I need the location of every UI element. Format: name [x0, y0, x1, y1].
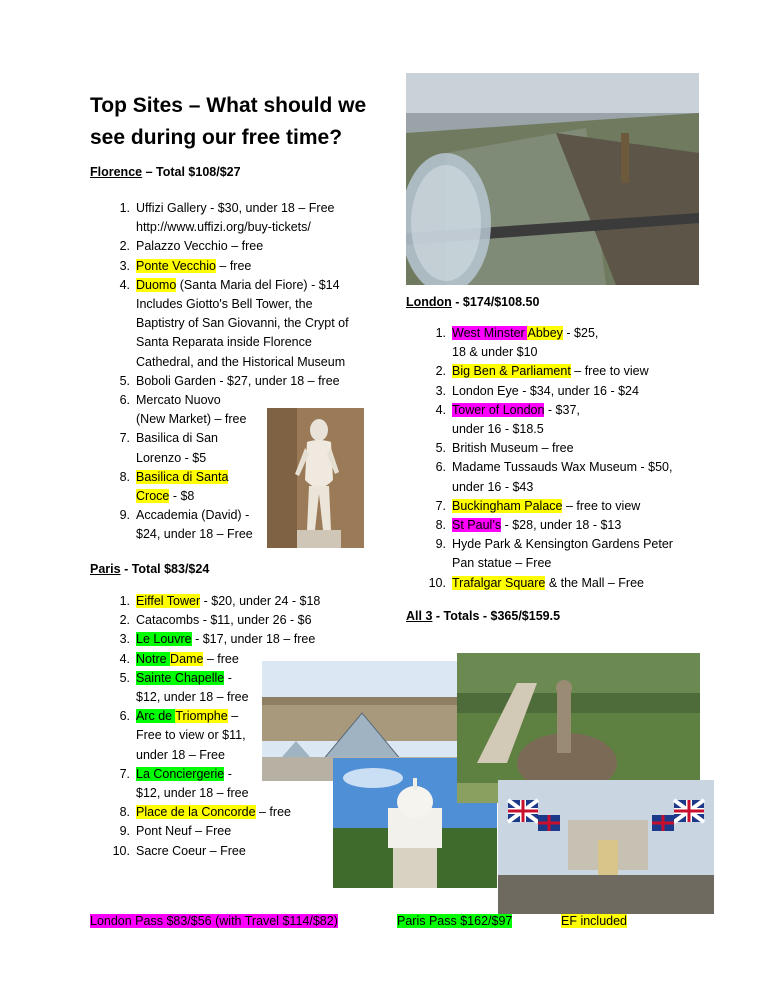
list-item: 5. Boboli Garden - $27, under 18 – free — [119, 373, 340, 388]
london-heading — [406, 295, 539, 309]
list-item: 9. Pont Neuf – Free — [119, 824, 232, 839]
highlight-magenta: St Paul’s — [452, 518, 502, 533]
list-item: 2. Palazzo Vecchio – free — [119, 239, 264, 254]
list-item: 4. Tower of London - $37, under 16 - $18.5 — [435, 402, 580, 437]
highlight-green: Arc de — [136, 709, 176, 724]
list-item: 9. Accademia (David) - $24, under 18 – Free — [119, 508, 253, 542]
highlight-magenta: Tower of London — [452, 402, 545, 417]
list-item: 4. Notre Dame – free — [119, 651, 239, 666]
highlight-yellow: Croce — [136, 489, 170, 504]
highlight-yellow: Abbey — [527, 326, 563, 340]
list-item: 3. London Eye - $34, under 16 - $24 — [435, 383, 639, 398]
list-item: 2. Big Ben & Parliament – free to view — [435, 364, 649, 379]
highlight-yellow: Place de la Concorde — [136, 805, 256, 820]
london-pass-note — [90, 914, 338, 928]
paris-pass-note — [397, 914, 512, 928]
highlight-yellow: Ponte Vecchio — [136, 258, 216, 273]
list-item: 5. Sainte Chapelle - $12, under 18 – free — [119, 670, 249, 705]
highlight-magenta: London Pass $83/$56 (with Travel $114/$82) — [90, 914, 338, 928]
paris-heading-total: - Total $83/$24 — [120, 562, 210, 576]
highlight-magenta: West Minster — [452, 326, 528, 340]
ef-included-note — [561, 914, 627, 928]
highlight-yellow: Big Ben & Parliament — [452, 364, 571, 379]
list-item: 7. Basilica di San Lorenzo - $5 — [119, 431, 218, 465]
highlight-yellow: Trafalgar Square — [452, 575, 546, 590]
list-item: 1. Eiffel Tower - $20, under 24 - $18 — [119, 594, 321, 608]
page-title: Top Sites – What should we see during our free time? — [90, 94, 367, 149]
all-totals-value: - Totals - $365/$159.5 — [432, 609, 561, 623]
list-item: 3. Le Louvre - $17, under 18 – free — [119, 632, 316, 647]
list-item: 8. St Paul’s - $28, under 18 - $13 — [435, 518, 622, 533]
highlight-green: Notre — [136, 651, 171, 666]
list-item: 8. Basilica di Santa Croce - $8 — [119, 469, 229, 504]
highlight-green: La Conciergerie — [136, 766, 225, 781]
highlight-yellow: Buckingham Palace — [452, 498, 563, 513]
paris-heading — [90, 562, 209, 576]
florence-heading-city: Florence — [90, 165, 143, 179]
highlight-yellow: EF included — [561, 914, 628, 928]
list-item: 4. Duomo (Santa Maria del Fiore) - $14 Includes Giotto's Bell Tower, the Baptistry of San Giovanni, the Crypt of Santa Reparata inside Florence Cathedral, and the Historical Museum — [119, 277, 349, 369]
highlight-green: Sainte Chapelle — [136, 670, 225, 685]
david-statue-photo — [267, 408, 364, 548]
list-item: 3. Ponte Vecchio – free — [119, 258, 252, 273]
list-item: 2. Catacombs - $11, under 26 - $6 — [119, 613, 312, 628]
list-item: 10. Trafalgar Square & the Mall – Free — [428, 575, 644, 590]
highlight-yellow: Duomo — [136, 277, 177, 292]
london-list — [426, 324, 716, 593]
highlight-yellow: Basilica di Santa — [136, 469, 229, 484]
highlight-yellow: Triomphe — [175, 709, 228, 724]
highlight-yellow: Eiffel Tower — [136, 594, 201, 608]
london-heading-city: London — [406, 295, 452, 309]
list-item: 1. West Minster Abbey - $25, 18 & under $10 — [435, 326, 599, 360]
list-item: 5. British Museum – free — [435, 441, 574, 456]
uffizi-link-text: http://www.uffizi.org/buy-tickets/ — [136, 220, 311, 235]
highlight-green: Le Louvre — [136, 632, 192, 647]
buckingham-palace-photo — [498, 780, 714, 914]
london-heading-total: - $174/$108.50 — [451, 295, 540, 309]
all-totals-label: All 3 — [406, 609, 433, 623]
list-item: 1. Uffizi Gallery - $30, under 18 – Free http://www.uffizi.org/buy-tickets/ — [119, 201, 335, 235]
all-totals-heading — [406, 609, 560, 623]
paris-heading-city: Paris — [90, 562, 121, 576]
highlight-yellow: Dame — [170, 651, 204, 666]
highlight-green: Paris Pass $162/$97 — [397, 914, 513, 928]
list-item: 9. Hyde Park & Kensington Gardens Peter Pan statue – Free — [435, 537, 673, 571]
london-thames-photo — [406, 73, 699, 285]
florence-heading-total: – Total $108/$27 — [142, 165, 241, 179]
list-item: 6. Arc de Triomphe – Free to view or $11, under 18 – Free — [119, 709, 246, 762]
list-item: 8. Place de la Concorde – free — [119, 805, 291, 820]
florence-heading — [90, 165, 241, 179]
list-item: 10. Sacre Coeur – Free — [112, 843, 246, 858]
list-item: 6. Madame Tussauds Wax Museum - $50, under 16 - $43 — [435, 460, 673, 494]
list-item: 6. Mercato Nuovo (New Market) – free — [119, 393, 247, 427]
list-item: 7. Buckingham Palace – free to view — [435, 498, 641, 513]
list-item: 7. La Conciergerie - $12, under 18 – free — [119, 766, 249, 801]
